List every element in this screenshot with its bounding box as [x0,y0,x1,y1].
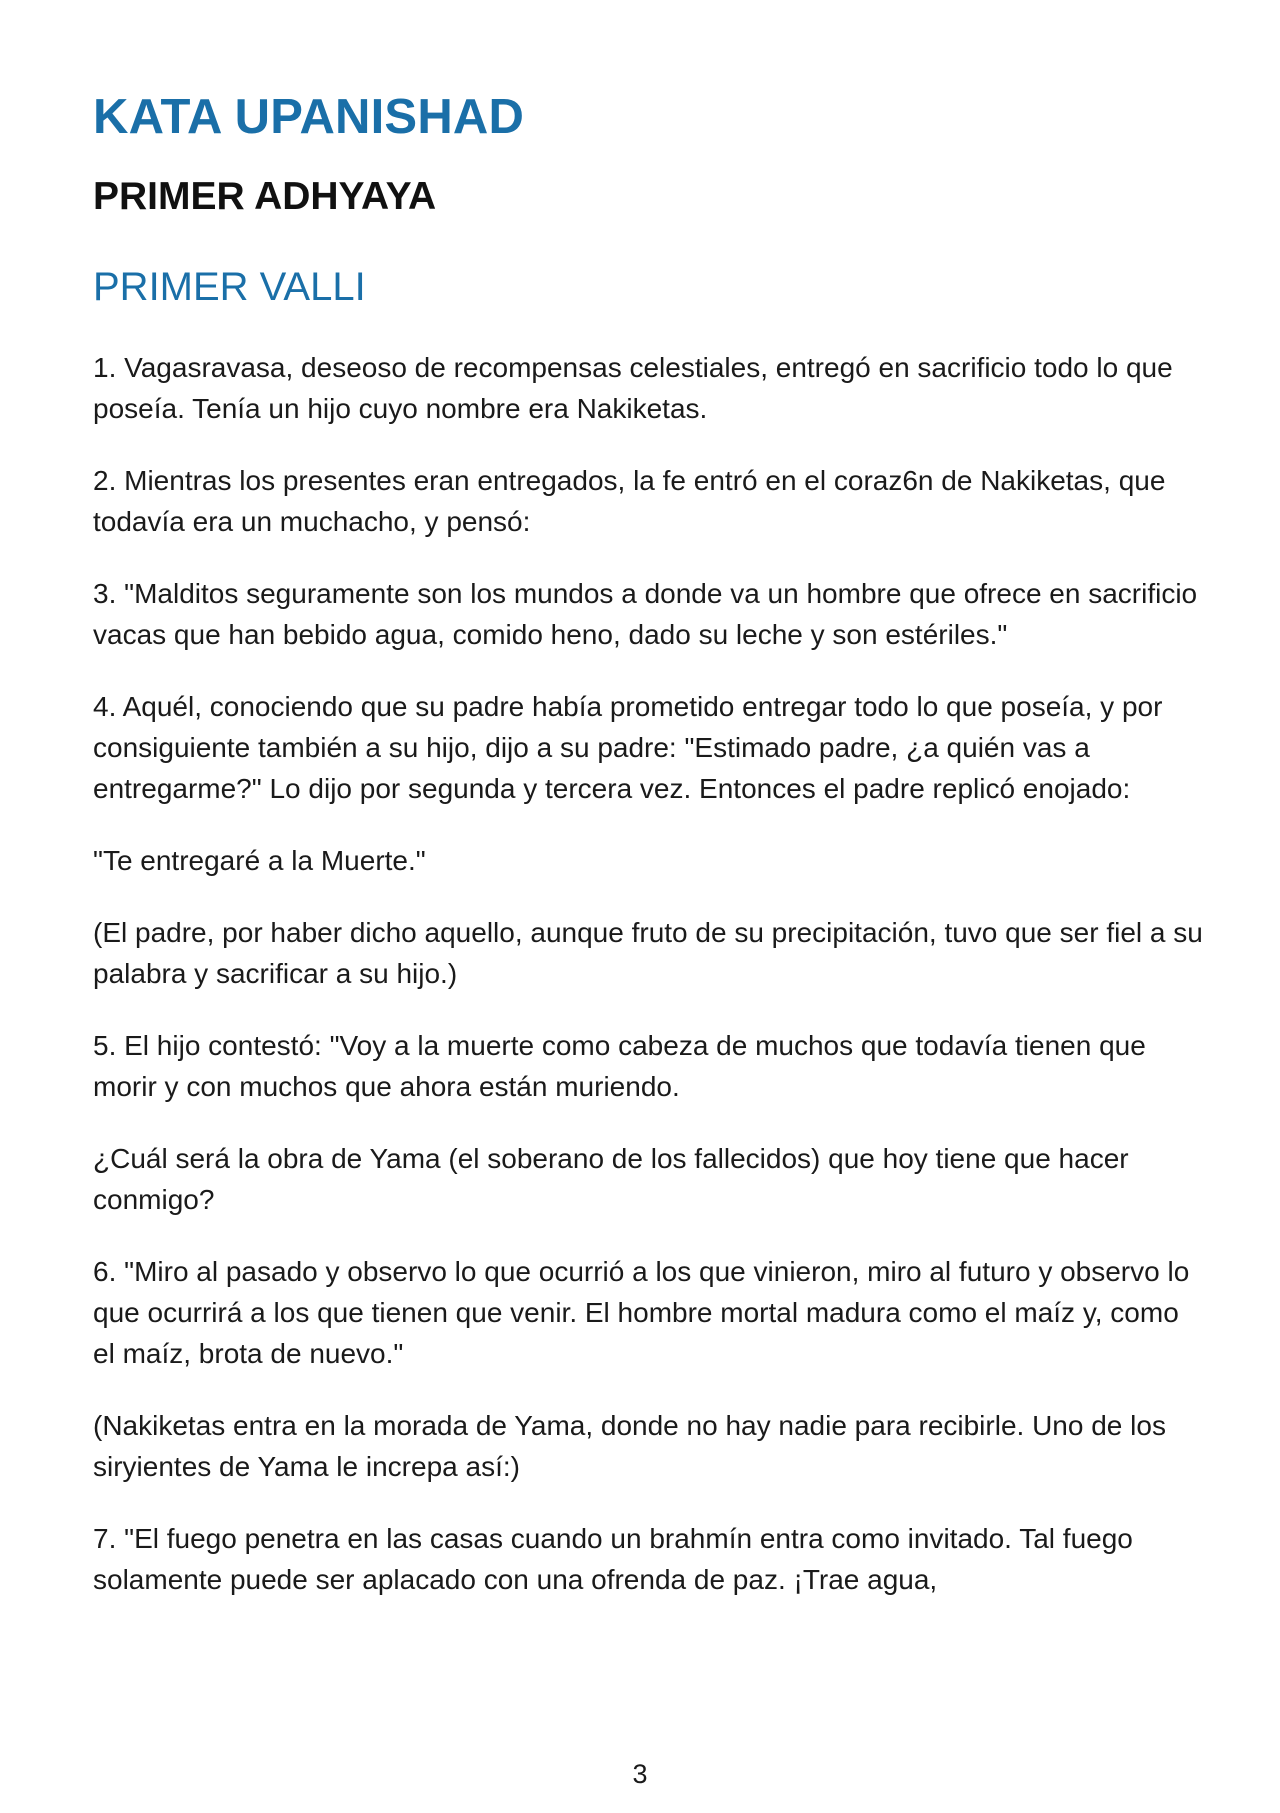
paragraph: "Te entregaré a la Muerte." [93,845,426,876]
page-number: 3 [632,1759,648,1789]
document-page [93,85,1203,1631]
paragraph: 3. "Malditos seguramente son los mundos a donde va un hombre que ofrece en sacrificio vacas que han bebido agua, comido heno, dado su leche y son estériles." [93,578,1198,650]
body-text [93,347,1203,1600]
paragraph: 2. Mientras los presentes eran entregados, la fe entró en el coraz6n de Nakiketas, que todavía era un muchacho, y pensó: [93,465,1166,537]
paragraph: 7. "El fuego penetra en las casas cuando un brahmín entra como invitado. Tal fuego solamente puede ser aplacado con una ofrenda de paz. ¡Trae agua, [93,1523,1133,1595]
document-title: KATA UPANISHAD [93,90,525,144]
paragraph: 4. Aquél, conociendo que su padre había prometido entregar todo lo que poseía, y por consiguiente también a su hijo, dijo a su padre: "Estimado padre, ¿a quién vas a entregarme?" Lo dijo por segunda y tercera vez. Entonces el padre replicó enojado: [93,691,1163,804]
chapter-heading: PRIMER ADHYAYA [93,175,437,218]
paragraph: 5. El hijo contestó: "Voy a la muerte como cabeza de muchos que todavía tienen que morir y con muchos que ahora están muriendo. [93,1030,1146,1102]
paragraph: (Nakiketas entra en la morada de Yama, donde no hay nadie para recibirle. Uno de los siryientes de Yama le increpa así:) [93,1410,1166,1482]
paragraph: 6. "Miro al pasado y observo lo que ocurrió a los que vinieron, miro al futuro y observo lo que ocurrirá a los que tienen que venir. El hombre mortal madura como el maíz y, como el maíz, brota de nuevo." [93,1256,1190,1369]
paragraph: (El padre, por haber dicho aquello, aunque fruto de su precipitación, tuvo que ser fiel a su palabra y sacrificar a su hijo.) [93,917,1203,989]
paragraph: ¿Cuál será la obra de Yama (el soberano de los fallecidos) que hoy tiene que hacer conmigo? [93,1143,1129,1215]
section-heading: PRIMER VALLI [93,265,366,309]
paragraph: 1. Vagasravasa, deseoso de recompensas celestiales, entregó en sacrificio todo lo que poseía. Tenía un hijo cuyo nombre era Nakiketas. [93,352,1173,424]
